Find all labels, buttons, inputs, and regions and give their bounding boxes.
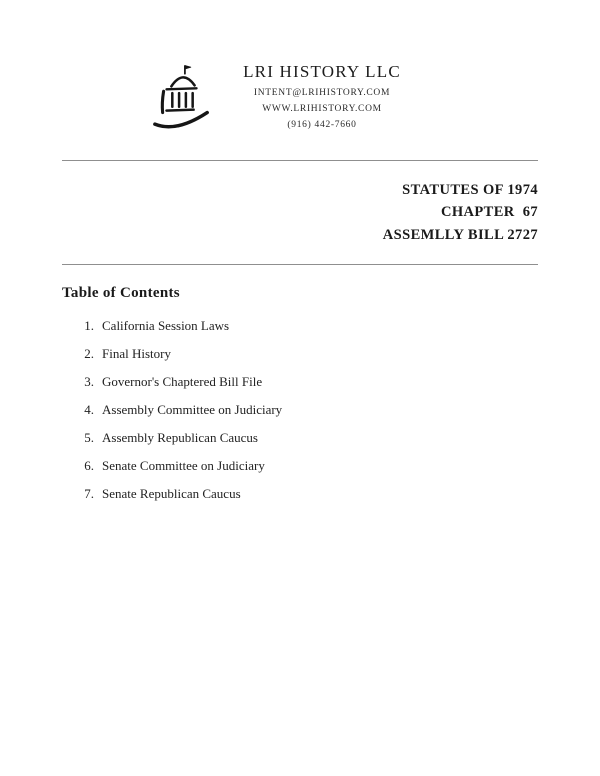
toc-item: [76, 374, 538, 390]
toc-item-number: 2.: [84, 346, 94, 362]
company-name: LRI HISTORY LLC: [243, 62, 401, 82]
toc-item-label: California Session Laws: [102, 318, 230, 334]
toc-item: [76, 318, 538, 334]
toc-item-number: 7.: [84, 486, 94, 502]
toc-item: [76, 486, 538, 502]
letterhead-text: [243, 62, 401, 133]
toc-list: [62, 318, 538, 502]
toc-item-label: Assembly Republican Caucus: [102, 430, 258, 446]
toc-item-label: Governor's Chaptered Bill File: [102, 374, 263, 390]
toc-item-number: 5.: [84, 430, 94, 446]
phone-text: (916) 442-7660: [287, 119, 357, 130]
toc-item-label: Assembly Committee on Judiciary: [102, 402, 283, 418]
toc-item-number: 3.: [84, 374, 94, 390]
toc-item-label: Final History: [102, 346, 171, 362]
website-text: WWW.LRIHISTORY.COM: [262, 104, 382, 115]
toc-item-label: Senate Republican Caucus: [102, 486, 241, 502]
divider-top: [62, 160, 538, 161]
toc-item: [76, 430, 538, 446]
email-text: INTENT@LRIHISTORY.COM: [253, 88, 391, 99]
divider-middle: [62, 264, 538, 265]
chapter-line: CHAPTER 67: [440, 204, 538, 221]
toc-item: [76, 346, 538, 362]
toc-item: [76, 402, 538, 418]
toc-item: [76, 458, 538, 474]
toc-item-number: 1.: [84, 318, 94, 334]
toc-item-label: Senate Committee on Judiciary: [102, 458, 265, 474]
letterhead: [38, 62, 514, 134]
toc-item-number: 4.: [84, 402, 94, 418]
statutes-line: STATUTES OF 1974: [402, 182, 538, 198]
toc-item-number: 6.: [84, 458, 94, 474]
bill-line: ASSEMLLY BILL 2727: [382, 226, 538, 243]
toc-title: Table of Contents: [62, 285, 180, 302]
citation-block: [62, 179, 538, 246]
capitol-building-icon: [151, 62, 213, 134]
